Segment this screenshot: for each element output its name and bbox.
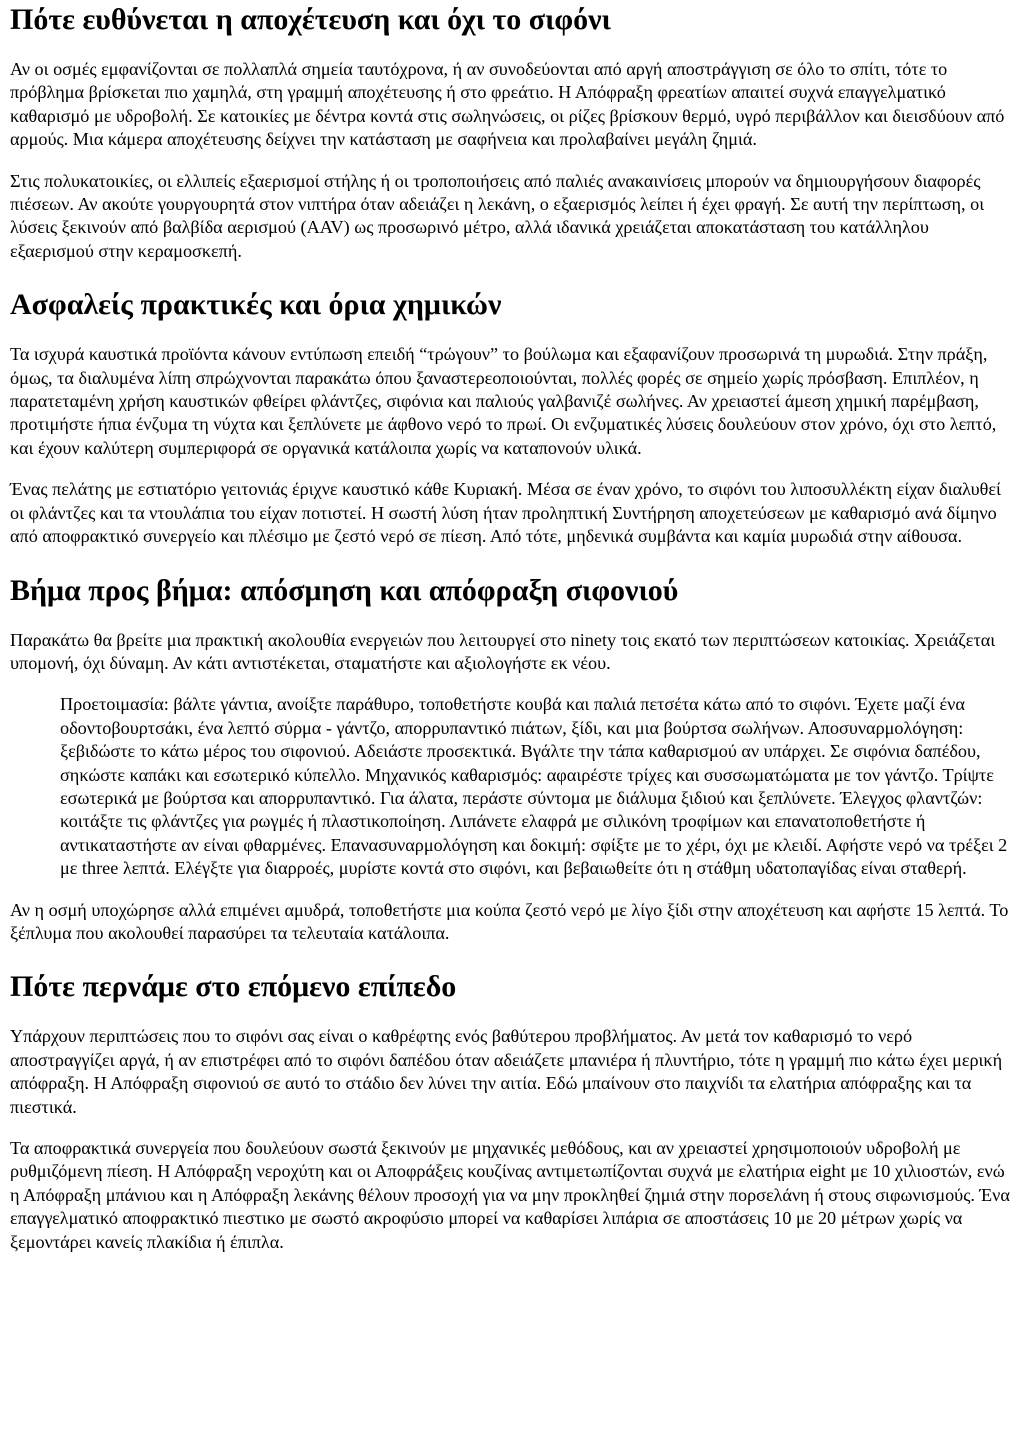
paragraph: Τα αποφρακτικά συνεργεία που δουλεύουν σωστά ξεκινούν με μηχανικές μεθόδους, και αν χρειαστεί χρησιμοποιούν υδροβολή με ρυθμιζόμενη πίεση. Η Απόφραξη νεροχύτη και οι Αποφράξεις κουζίνας αντιμετωπίζονται συχνά με ελατήρια eight με 10 χιλιοστών, ενώ η Απόφραξη μπάνιου και η Απόφραξη λεκάνης θέλουν προσοχή για να μην προκληθεί ζημιά στην πορσελάνη ή στους σιφωνισμούς. Ένα επαγγελματικό αποφρακτικό πιεστικο με σωστό ακροφύσιο μπορεί να καθαρίσει λιπάρια σε αποστάσεις 10 με 20 μέτρων χωρίς να ξεμοντάρει κανείς πλακίδια ή έπιπλα. (10, 1138, 1010, 1252)
paragraph: Παρακάτω θα βρείτε μια πρακτική ακολουθία ενεργειών που λειτουργεί στο ninety τοις εκατό των περιπτώσεων κατοικίας. Χρειάζεται υπομονή, όχι δύναμη. Αν κάτι αντιστέκεται, σταματήστε και αξιολογήστε εκ νέου. (10, 629, 996, 673)
paragraph: Αν οι οσμές εμφανίζονται σε πολλαπλά σημεία ταυτόχρονα, ή αν συνοδεύονται από αργή αποστράγγιση σε όλο το σπίτι, τότε το πρόβλημα βρίσκεται πιο χαμηλά, στη γραμμή αποχέτευσης ή στο φρεάτιο. Η Απόφραξη φρεατίων απαιτεί συχνά επαγγελματικό καθαρισμό με υδροβολή. Σε κατοικίες με δέντρα κοντά στις σωληνώσεις, οι ρίζες βρίσκουν θερμό, υγρό περιβάλλον και διεισδύουν από αρμούς. Μια κάμερα αποχέτευσης δείχνει την κατάσταση με σαφήνεια και προλαβαίνει μεγάλη ζημιά. (10, 59, 1005, 150)
section-sewer-responsibility (10, 0, 1016, 263)
paragraph: Τα ισχυρά καυστικά προϊόντα κάνουν εντύπωση επειδή “τρώγουν” το βούλωμα και εξαφανίζουν προσωρινά τη μυρωδιά. Στην πράξη, όμως, τα διαλυμένα λίπη σπρώχνονται παρακάτω όπου ξαναστερεοποιούνται, πολλές φορές σε σημείο χωρίς πρόσβαση. Επιπλέον, η παρατεταμένη χρήση καυστικών φθείρει φλάντζες, σιφόνια και παλιούς γαλβανιζέ σωλήνες. Αν χρειαστεί άμεση χημική παρέμβαση, προτιμήστε ήπια ένζυμα τη νύχτα και ξεπλύνετε με άφθονο νερό το πρωί. Οι ενζυματικές λύσεις δουλεύουν στον χρόνο, όχι στο λεπτό, και έχουν καλύτερη συμπεριφορά σε οργανικά κατάλοιπα χωρίς να καταπονούν υλικά. (10, 344, 997, 458)
paragraph: Αν η οσμή υποχώρησε αλλά επιμένει αμυδρά, τοποθετήστε μια κούπα ζεστό νερό με λίγο ξίδι στην αποχέτευση και αφήστε 15 λεπτά. Το ξέπλυμα που ακολουθεί παρασύρει τα τελευταία κατάλοιπα. (10, 899, 1009, 943)
paragraph: Ένας πελάτης με εστιατόριο γειτονιάς έριχνε καυστικό κάθε Κυριακή. Μέσα σε έναν χρόνο, το σιφόνι του λιποσυλλέκτη είχαν διαλυθεί οι φλάντζες και τα ντουλάπια του είχαν ποτιστεί. Η σωστή λύση ήταν προληπτική Συντήρηση αποχετεύσεων με καθαρισμό ανά δίμηνο από αποφρακτικό συνεργείο και πλέσιμο με ζεστό νερό σε πίεση. Από τότε, μηδενικά συμβάντα και καμία μυρωδιά στην αίθουσα. (10, 479, 1001, 547)
paragraph: Υπάρχουν περιπτώσεις που το σιφόνι σας είναι ο καθρέφτης ενός βαθύτερου προβλήματος. Αν μετά τον καθαρισμό το νερό αποστραγγίζει αργά, ή αν επιστρέφει από το σιφόνι δαπέδου όταν αδειάζετε μπανιέρα ή πλυντήριο, τότε η γραμμή πιο κάτω έχει μερική απόφραξη. Η Απόφραξη σιφονιού σε αυτό το στάδιο δεν λύνει την αιτία. Εδώ μπαίνουν στο παιχνίδι τα ελατήρια απόφραξης και τα πιεστικά. (10, 1026, 1003, 1117)
section-safe-practices (10, 285, 1016, 548)
section-step-by-step (10, 571, 1016, 946)
section-heading: Πότε ευθύνεται η αποχέτευση και όχι το σιφόνι (10, 3, 611, 36)
steps-blockquote (60, 693, 1016, 880)
section-heading: Πότε περνάμε στο επόμενο επίπεδο (10, 970, 457, 1004)
section-heading: Βήμα προς βήμα: απόσμηση και απόφραξη σιφονιού (10, 573, 679, 607)
section-heading: Ασφαλείς πρακτικές και όρια χημικών (10, 288, 502, 322)
paragraph: Στις πολυκατοικίες, οι ελλιπείς εξαερισμοί στήλης ή οι τροποποιήσεις από παλιές ανακαινίσεις μπορούν να δημιουργήσουν διαφορές πιέσεων. Αν ακούτε γουργουρητά στον νιπτήρα όταν αδειάζει η λεκάνη, ο εξαερισμός λείπει ή έχει φραγή. Σε αυτή την περίπτωση, οι λύσεις ξεκινούν από βαλβίδα αερισμού (AAV) ως προσωρινό μέτρο, αλλά ιδανικά χρειάζεται αποκατάσταση του κατάλληλου εξαερισμού στην κεραμοσκεπή. (10, 170, 985, 261)
section-next-level (10, 967, 1016, 1254)
steps-text: Προετοιμασία: βάλτε γάντια, ανοίξτε παράθυρο, τοποθετήστε κουβά και παλιά πετσέτα κάτω από το σιφόνι. Έχετε μαζί ένα οδοντοβουρτσάκι, ένα λεπτό σύρμα - γάντζο, απορρυπαντικό πιάτων, ξίδι, και μια βούρτσα σωλήνων. Αποσυναρμολόγηση: ξεβιδώστε το κάτω μέρος του σιφονιού. Αδειάστε προσεκτικά. Βγάλτε την τάπα καθαρισμού αν υπάρχει. Σε σιφόνια δαπέδου, σηκώστε καπάκι και εσωτερικό κύπελλο. Μηχανικός καθαρισμός: αφαιρέστε τρίχες και συσσωματώματα με τον γάντζο. Τρίψτε εσωτερικά με βούρτσα και απορρυπαντικό. Για άλατα, περάστε σύντομα με διάλυμα ξιδιού και ξεπλύνετε. Έλεγχος φλαντζών: κοιτάξτε τις φλάντζες για ρωγμές ή πλαστικοποίηση. Λιπάνετε ελαφρά με σιλικόνη τροφίμων και επανατοποθετήστε ή αντικαταστήστε αν είναι φθαρμένες. Επανασυναρμολόγηση και δοκιμή: σφίξτε με το χέρι, όχι με κλειδί. Αφήστε νερό να τρέξει 2 με three λεπτά. Ελέγξτε για διαρροές, μυρίστε κοντά στο σιφόνι, και βεβαιωθείτε ότι η στάθμη υδατοπαγίδας είναι σταθερή. (60, 694, 1008, 879)
